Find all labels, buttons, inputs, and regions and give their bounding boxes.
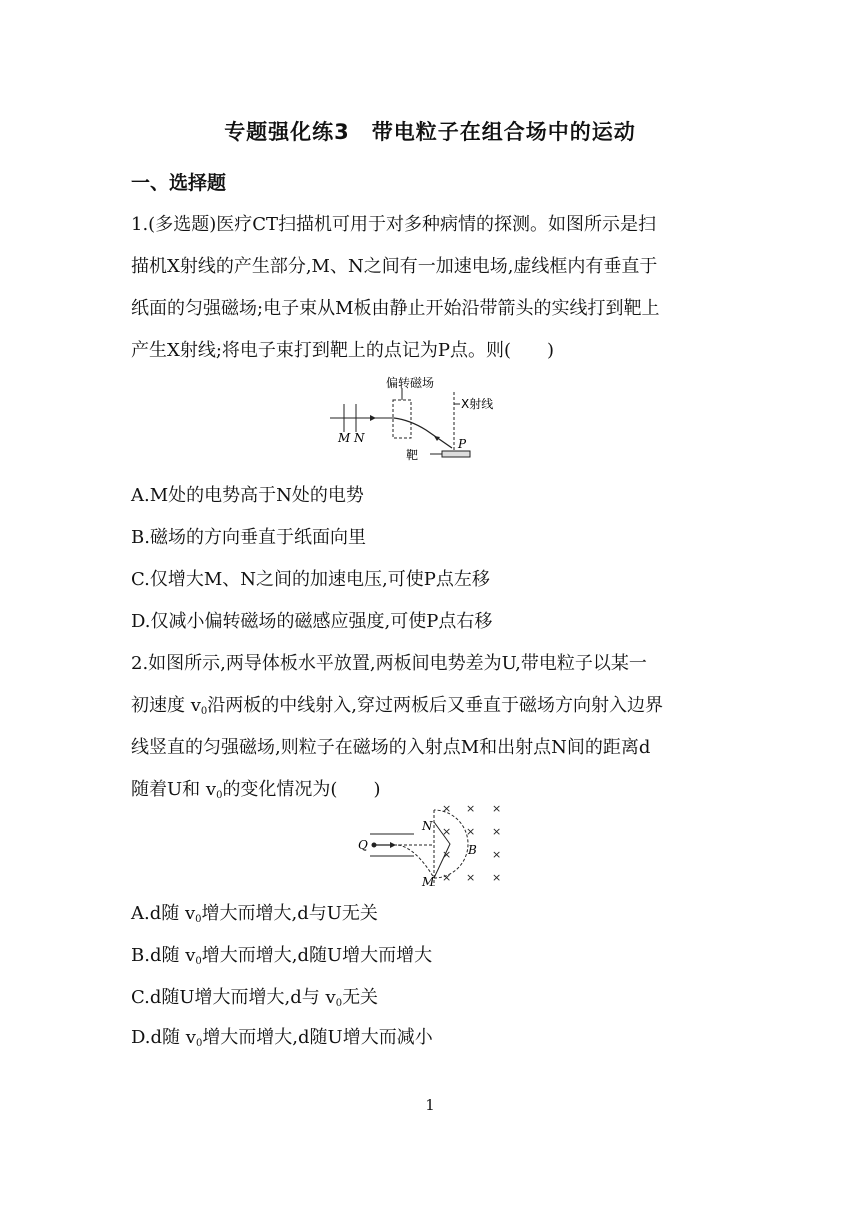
q1-option-b: B.磁场的方向垂直于纸面向里 <box>131 527 366 548</box>
svg-text:×: × <box>442 802 452 815</box>
beam-path <box>394 418 452 448</box>
section-heading: 一、选择题 <box>131 172 227 194</box>
svg-text:×: × <box>466 871 476 884</box>
label-n: N <box>354 431 365 445</box>
q1-option-d: D.仅减小偏转磁场的磁感应强度,可使P点右移 <box>131 611 493 632</box>
label-n: N <box>422 819 433 833</box>
svg-text:×: × <box>492 848 502 861</box>
q2-line-4: 随着U和 $v_0$的变化情况为( ) <box>131 779 381 801</box>
q2-option-d: D.d随 $v_0$增大而增大,d随U增大而减小 <box>131 1027 433 1049</box>
page-number: 1 <box>425 1096 435 1114</box>
q2-option-c: C.d随U增大而增大,d与 $v_0$无关 <box>131 987 379 1009</box>
q1-line-2: 描机X射线的产生部分,M、N之间有一加速电场,虚线框内有垂直于 <box>131 256 658 277</box>
q1-option-c: C.仅增大M、N之间的加速电压,可使P点左移 <box>131 569 490 590</box>
target <box>442 451 470 457</box>
arrow-icon <box>390 842 396 848</box>
q2-option-b: B.d随 $v_0$增大而增大,d随U增大而增大 <box>131 945 433 967</box>
label-field: 偏转磁场 <box>386 376 435 390</box>
svg-text:×: × <box>466 802 476 815</box>
q1-figure <box>330 374 494 468</box>
q1-line-4: 产生X射线;将电子束打到靶上的点记为P点。则( ) <box>131 340 555 361</box>
svg-text:×: × <box>492 871 502 884</box>
svg-text:×: × <box>492 825 502 838</box>
svg-text:×: × <box>442 825 452 838</box>
svg-text:×: × <box>492 802 502 815</box>
label-target: 靶 <box>406 448 419 462</box>
q1-option-a: A.M处的电势高于N处的电势 <box>131 485 364 506</box>
q2-figure <box>354 800 514 892</box>
label-m: M <box>338 431 351 445</box>
label-m: M <box>422 875 435 889</box>
q2-line-2: 初速度 $v_0$沿两板的中线射入,穿过两板后又垂直于磁场方向射入边界 <box>131 695 663 717</box>
svg-text:×: × <box>466 825 476 838</box>
q2-line-1: 2.如图所示,两导体板水平放置,两板间电势差为U,带电粒子以某一 <box>131 653 647 674</box>
label-q: Q <box>358 838 368 852</box>
q2-line-3: 线竖直的匀强磁场,则粒子在磁场的入射点M和出射点N间的距离d <box>131 737 651 758</box>
q1-line-3: 纸面的匀强磁场;电子束从M板由静止开始沿带箭头的实线打到靶上 <box>131 298 660 319</box>
svg-text:×: × <box>442 848 452 861</box>
page-title: 专题强化练3 带电粒子在组合场中的运动 <box>224 120 636 144</box>
q1-line-1: 1.(多选题)医疗CT扫描机可用于对多种病情的探测。如图所示是扫 <box>131 214 656 235</box>
svg-text:×: × <box>442 871 452 884</box>
label-p: P <box>458 437 467 451</box>
arrow-icon <box>370 415 376 421</box>
label-xray: X射线 <box>461 397 494 411</box>
label-b: B <box>468 843 477 857</box>
q2-option-a: A.d随 $v_0$增大而增大,d与U无关 <box>131 903 378 925</box>
